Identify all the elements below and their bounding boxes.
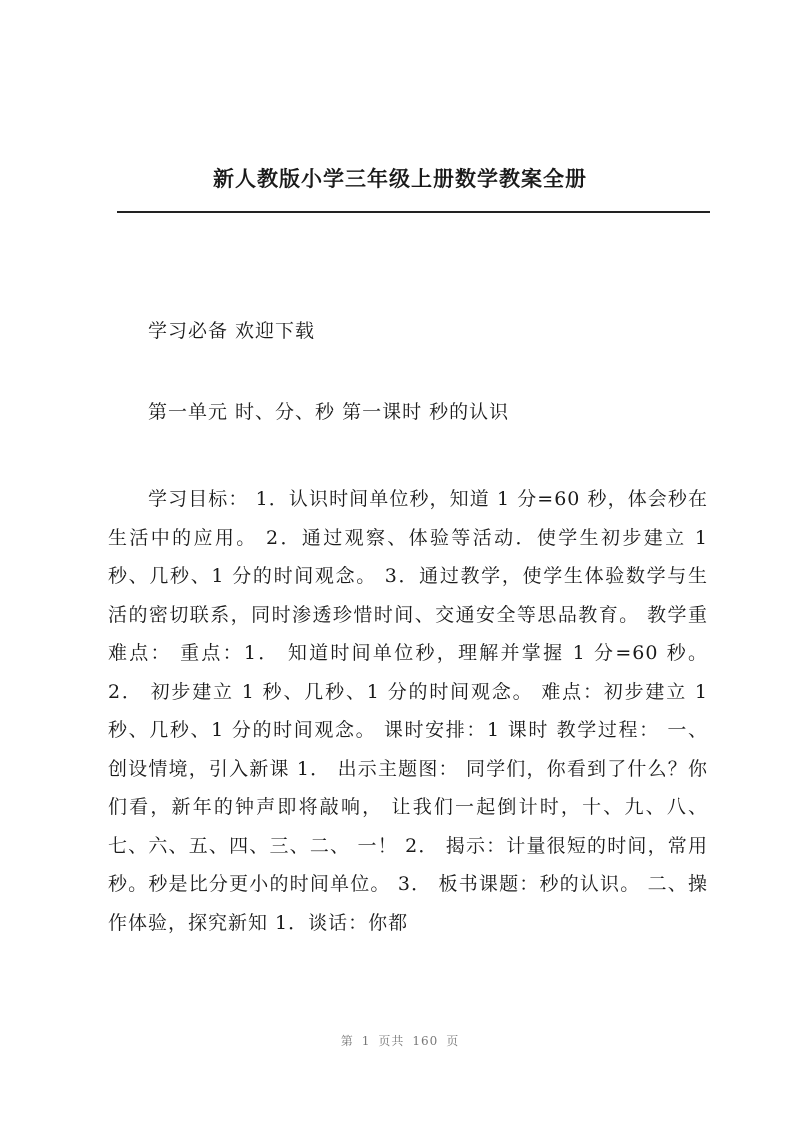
paragraph-unit-heading: 第一单元 时、分、秒 第一课时 秒的认识 bbox=[148, 401, 510, 423]
footer-middle: 页共 bbox=[378, 1034, 405, 1048]
document-title: 新人教版小学三年级上册数学教案全册 bbox=[213, 166, 587, 191]
title-divider bbox=[117, 211, 710, 213]
paragraph-header-note: 学习必备 欢迎下载 bbox=[148, 320, 316, 342]
page-footer bbox=[0, 1032, 800, 1049]
footer-suffix: 页 bbox=[446, 1034, 460, 1048]
paragraph-body: 学习目标： 1．认识时间单位秒，知道 1 分=60 秒，体会秒在生活中的应用。 2．通过观察、体验等活动．使学生初步建立 1 秒、几秒、1 分的时间观念。 3．通过教学，使学生体验数学与生活的密切联系，同时渗透珍惜时间、交通安全等思品教育。 教学重难点： 重点：1． 知道时间单位秒，理解并掌握 1 分=60 秒。 2． 初步建立 1 秒、几秒、1 分的时间观念。 难点：初步建立 1 秒、几秒、1 分的时间观念。 课时安排：1 课时 教学过程： 一、创设情境，引入新课 1． 出示主题图： 同学们，你看到了什么？你们看，新年的钟声即将敲响， 让我们一起倒计时，十、九、八、七、六、五、四、三、二、 一！ 2． 揭示：计量很短的时间，常用秒。秒是比分更小的时间单位。 3． 板书课题：秒的认识。 二、操作体验，探究新知 1．谈话：你都 bbox=[108, 488, 708, 934]
footer-total-pages: 160 bbox=[412, 1034, 439, 1048]
footer-prefix: 第 bbox=[340, 1034, 354, 1048]
footer-page-number: 1 bbox=[361, 1034, 371, 1048]
